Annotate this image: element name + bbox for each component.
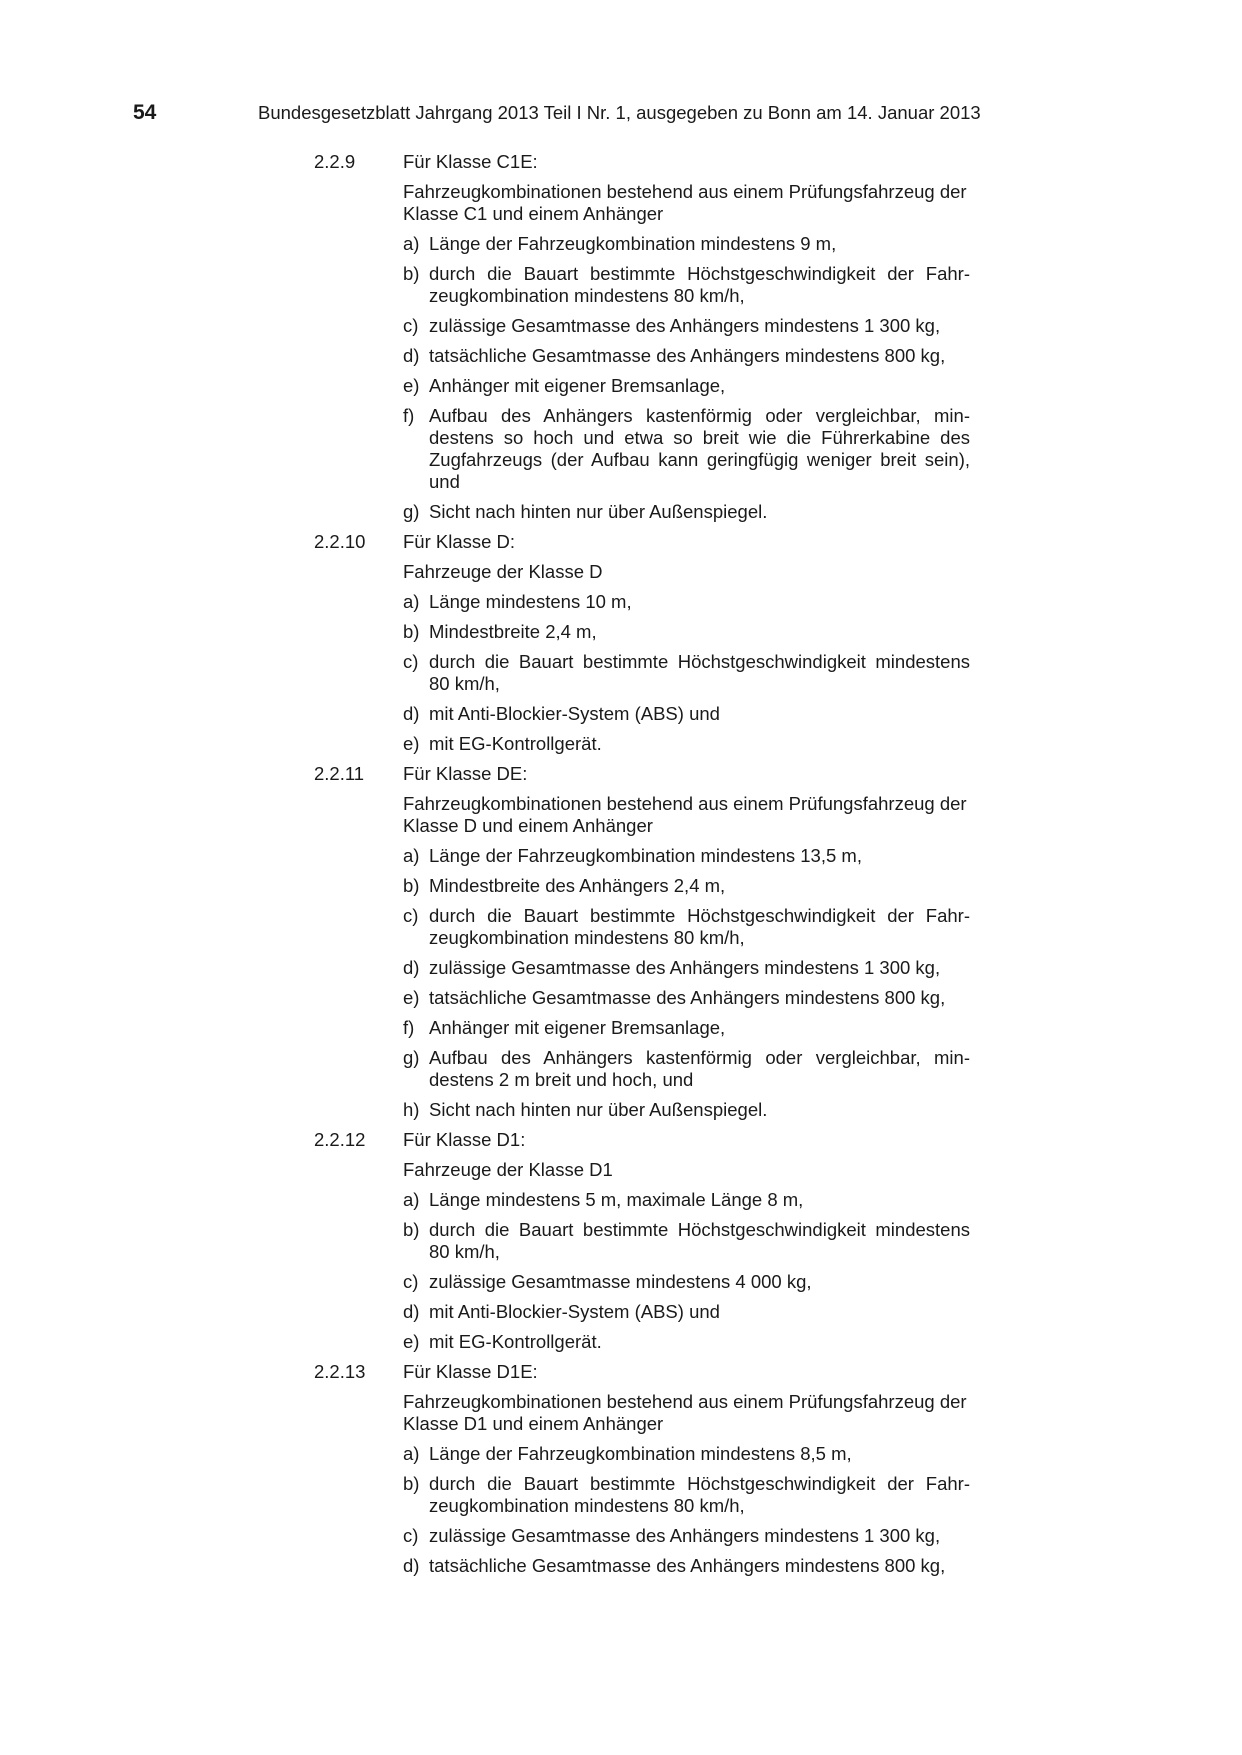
section-description: Fahrzeugkombinationen bestehend aus einem Prüfungsfahrzeug der Klasse D1 und einem Anhänger — [403, 1391, 967, 1434]
section-body — [403, 1361, 970, 1577]
section — [314, 1361, 970, 1577]
item-letter: a) — [403, 233, 420, 254]
item-text: Länge der Fahrzeugkombination mindestens 9 m, — [429, 233, 837, 254]
item-text: tatsächliche Gesamtmasse des Anhängers mindestens 800 kg, — [429, 987, 946, 1008]
item-letter: c) — [403, 315, 419, 336]
list-item — [403, 263, 970, 307]
item-text: durch die Bauart bestimmte Höchstgeschwindigkeit mindestens 80 km/h, — [429, 1219, 970, 1262]
item-letter: d) — [403, 345, 420, 366]
list-item — [403, 233, 970, 255]
running-header: Bundesgesetzblatt Jahrgang 2013 Teil I Nr. 1, ausgegeben zu Bonn am 14. Januar 2013 — [258, 102, 981, 123]
list-item — [403, 703, 970, 725]
item-text: zulässige Gesamtmasse des Anhängers mindestens 1 300 kg, — [429, 315, 941, 336]
item-letter: a) — [403, 845, 420, 866]
item-letter: g) — [403, 501, 420, 522]
item-letter: c) — [403, 905, 419, 926]
item-letter: f) — [403, 1017, 415, 1038]
list-item — [403, 591, 970, 613]
item-letter: h) — [403, 1099, 420, 1120]
list-item — [403, 875, 970, 897]
list-item — [403, 315, 970, 337]
list-item — [403, 1099, 970, 1121]
list-item — [403, 1189, 970, 1211]
item-letter: e) — [403, 987, 420, 1008]
section-title: Für Klasse C1E: — [403, 151, 538, 172]
section-description: Fahrzeugkombinationen bestehend aus einem Prüfungsfahrzeug der Klasse C1 und einem Anhänger — [403, 181, 967, 224]
item-text: mit Anti-Blockier-System (ABS) und — [429, 1301, 720, 1322]
item-text: Länge der Fahrzeugkombination mindestens 13,5 m, — [429, 845, 862, 866]
section-number: 2.2.11 — [314, 763, 365, 784]
item-text: mit Anti-Blockier-System (ABS) und — [429, 703, 720, 724]
list-item — [403, 1473, 970, 1517]
list-item — [403, 905, 970, 949]
item-letter: d) — [403, 1301, 420, 1322]
list-item — [403, 1443, 970, 1465]
item-letter: d) — [403, 1555, 420, 1576]
item-letter: a) — [403, 591, 420, 612]
item-letter: e) — [403, 375, 420, 396]
item-text: mit EG-Kontrollgerät. — [429, 733, 602, 754]
item-text: Aufbau des Anhängers kastenförmig oder vergleichbar, mindestens so hoch und etwa so breit wie die Führerkabine des Zugfahrzeugs (der Aufbau kann geringfügig weniger breit sein), und — [429, 405, 970, 492]
item-text: Länge mindestens 5 m, maximale Länge 8 m, — [429, 1189, 804, 1210]
list-item — [403, 651, 970, 695]
section-number: 2.2.12 — [314, 1129, 366, 1150]
item-text: Mindestbreite des Anhängers 2,4 m, — [429, 875, 726, 896]
item-text: mit EG-Kontrollgerät. — [429, 1331, 602, 1352]
section-description: Fahrzeugkombinationen bestehend aus einem Prüfungsfahrzeug der Klasse D und einem Anhänger — [403, 793, 967, 836]
item-text: durch die Bauart bestimmte Höchstgeschwindigkeit der Fahrzeugkombination mindestens 80 km/h, — [429, 263, 970, 306]
list-item — [403, 733, 970, 755]
item-text: durch die Bauart bestimmte Höchstgeschwindigkeit der Fahrzeugkombination mindestens 80 km/h, — [429, 1473, 970, 1516]
section-body — [403, 151, 970, 523]
item-letter: c) — [403, 651, 419, 672]
item-text: Aufbau des Anhängers kastenförmig oder vergleichbar, mindestens 2 m breit und hoch, und — [429, 1047, 970, 1090]
item-text: zulässige Gesamtmasse des Anhängers mindestens 1 300 kg, — [429, 957, 941, 978]
section-title: Für Klasse D1: — [403, 1129, 526, 1150]
item-text: Sicht nach hinten nur über Außenspiegel. — [429, 1099, 768, 1120]
item-letter: a) — [403, 1443, 420, 1464]
item-letter: d) — [403, 957, 420, 978]
item-letter: f) — [403, 405, 415, 426]
list-item — [403, 345, 970, 367]
list-item — [403, 621, 970, 643]
section — [314, 151, 970, 523]
item-letter: c) — [403, 1525, 419, 1546]
item-text: Anhänger mit eigener Bremsanlage, — [429, 375, 726, 396]
item-letter: e) — [403, 1331, 420, 1352]
section-body — [403, 531, 970, 755]
item-letter: b) — [403, 1473, 420, 1494]
item-letter: d) — [403, 703, 420, 724]
section-number: 2.2.9 — [314, 151, 356, 172]
section-body — [403, 763, 970, 1121]
page-number: 54 — [133, 101, 157, 124]
item-text: Anhänger mit eigener Bremsanlage, — [429, 1017, 726, 1038]
section-description: Fahrzeuge der Klasse D1 — [403, 1159, 613, 1180]
list-item — [403, 1271, 970, 1293]
section-title: Für Klasse DE: — [403, 763, 528, 784]
list-item — [403, 1219, 970, 1263]
list-item — [403, 405, 970, 493]
list-item — [403, 1017, 970, 1039]
item-text: Sicht nach hinten nur über Außenspiegel. — [429, 501, 768, 522]
section-description: Fahrzeuge der Klasse D — [403, 561, 603, 582]
item-letter: b) — [403, 621, 420, 642]
section-title: Für Klasse D: — [403, 531, 516, 552]
item-letter: c) — [403, 1271, 419, 1292]
document-body — [314, 151, 970, 1585]
list-item — [403, 375, 970, 397]
list-item — [403, 957, 970, 979]
list-item — [403, 1301, 970, 1323]
item-letter: b) — [403, 875, 420, 896]
list-item — [403, 1525, 970, 1547]
list-item — [403, 987, 970, 1009]
item-text: zulässige Gesamtmasse des Anhängers mindestens 1 300 kg, — [429, 1525, 941, 1546]
item-text: durch die Bauart bestimmte Höchstgeschwindigkeit der Fahrzeugkombination mindestens 80 km/h, — [429, 905, 970, 948]
section — [314, 1129, 970, 1353]
item-text: tatsächliche Gesamtmasse des Anhängers mindestens 800 kg, — [429, 1555, 946, 1576]
item-letter: a) — [403, 1189, 420, 1210]
item-letter: e) — [403, 733, 420, 754]
item-letter: b) — [403, 263, 420, 284]
list-item — [403, 1047, 970, 1091]
list-item — [403, 1555, 970, 1577]
section-number: 2.2.10 — [314, 531, 366, 552]
list-item — [403, 1331, 970, 1353]
list-item — [403, 845, 970, 867]
item-text: Länge der Fahrzeugkombination mindestens 8,5 m, — [429, 1443, 852, 1464]
list-item — [403, 501, 970, 523]
item-text: Länge mindestens 10 m, — [429, 591, 632, 612]
section-number: 2.2.13 — [314, 1361, 366, 1382]
item-letter: b) — [403, 1219, 420, 1240]
item-text: Mindestbreite 2,4 m, — [429, 621, 597, 642]
item-text: zulässige Gesamtmasse mindestens 4 000 kg, — [429, 1271, 812, 1292]
item-letter: g) — [403, 1047, 420, 1068]
section-title: Für Klasse D1E: — [403, 1361, 538, 1382]
item-text: durch die Bauart bestimmte Höchstgeschwindigkeit mindestens 80 km/h, — [429, 651, 970, 694]
item-text: tatsächliche Gesamtmasse des Anhängers mindestens 800 kg, — [429, 345, 946, 366]
section-body — [403, 1129, 970, 1353]
section — [314, 531, 970, 755]
section — [314, 763, 970, 1121]
